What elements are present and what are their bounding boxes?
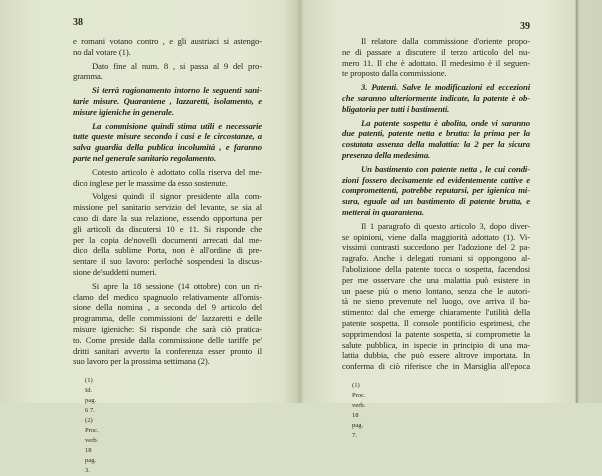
text-line: Un bastimento con patente netta , le cui condi- xyxy=(361,163,530,174)
text-line: stimento: dal che emerge chiaramente l'utilità della xyxy=(342,307,530,318)
text-line: sione della nomina , a seconda del 9 articolo del xyxy=(73,302,262,313)
text-line: tutte queste misure secondo i casi e le circostanze, a xyxy=(73,131,262,142)
footnote: (1) Proc. verb. 18 pag. 7. xyxy=(352,382,366,439)
text-line: conferma di ciò riferisce che in Marsiglia all'epoca xyxy=(342,361,530,372)
text-line: Si terrà ragionamento intorno le seguenti sani- xyxy=(92,85,262,96)
text-line: La patente sospetta è abolita, onde vi saranno xyxy=(361,117,530,128)
text-line: La commisione quindi stima utili e necessarie xyxy=(92,120,262,131)
text-line: se opinioni, viene dalla maggiorità adottato (1). Vi- xyxy=(342,231,530,242)
text-line: caso di dare la sua relazione, essendo opportuna per xyxy=(73,212,262,223)
page-body xyxy=(342,36,530,372)
page-body xyxy=(73,36,262,367)
text-line: salute pubblica, in ispecie in principio di una ma- xyxy=(342,339,530,350)
text-line: programma, delle commissioni de' lazzaretti e delle xyxy=(73,313,262,324)
text-line: e romani votano contro , e gli austriaci si astengo- xyxy=(73,36,262,46)
text-line: compromettenti, potrebbe reputarsi, per igienica mi- xyxy=(342,185,530,196)
text-line: sentare il suo lavoro: perlochè sospendesi la discus- xyxy=(73,256,262,267)
text-line: salva guardia della publica incolumità , e faranno xyxy=(73,142,262,153)
text-line: misure igieniche: Si risponde che sarà ciò pratica- xyxy=(73,323,262,334)
text-line: misure igieniche in generale. xyxy=(73,106,174,117)
text-line: che saranno ulteriormente indicate, la patente è ob- xyxy=(342,92,530,103)
text-line: gramma. xyxy=(73,71,103,82)
page-number: 39 xyxy=(520,21,530,32)
text-line: Dato fine al num. 8 , si passa al 9 del pro- xyxy=(92,60,262,71)
text-line: no dal votare (1). xyxy=(73,46,131,57)
text-line: zioni fossero decisamente ed evidentemente cattive e xyxy=(342,174,530,185)
text-line: presenza della medesima. xyxy=(342,149,431,160)
text-line: per me osservare che una malattia può esistere in xyxy=(342,274,530,285)
text-line: Volgesi quindi il signor presidente alla com- xyxy=(92,191,262,202)
text-line: dico della sublime Porta, non è all'ordine di pre- xyxy=(73,245,262,256)
text-line: per la copia de'novelli documenti arrecati dal me- xyxy=(73,234,262,245)
text-line: Il relatore dalla commissione d'oriente propo- xyxy=(361,36,530,46)
text-line: mero 11. Il che è adottato. Il medesimo è il seguen- xyxy=(342,57,530,68)
page-number: 38 xyxy=(73,17,83,28)
footnotes xyxy=(352,381,366,441)
text-line: to. Come preside dalla commissione delle tariffe pe' xyxy=(73,334,262,345)
text-line: sione de'suddetti numeri. xyxy=(73,266,157,277)
text-line: missione pel sanitario servizio del levante, se sia al xyxy=(73,202,262,213)
text-line: metterai in quarantena. xyxy=(342,206,424,217)
text-line: te proposto dalla commissione. xyxy=(342,68,447,79)
footnote: (1) Id. pag. 6 7. xyxy=(85,377,97,414)
text-line: 3. Patenti. Salve le modificazioni ed eccezioni xyxy=(361,82,530,93)
text-line: patente sospetta. Il console pontificio esprimesi, che xyxy=(342,317,530,328)
text-line: ne di passare a discutere il terzo articolo del nu- xyxy=(342,46,530,57)
text-line: dritti sanitari avverto la conferenza esser pronto il xyxy=(73,345,262,356)
text-line: due patenti, patente netta e brutta: la prima per la xyxy=(342,128,530,139)
text-line: sura, eguale ad un bastimento di patente brutta, e xyxy=(342,196,530,207)
text-line: tà ne sieno prevenute nel luogo, ove arriva il ba- xyxy=(342,296,530,307)
text-line: ragrafo. Anche i delegati romani si oppongono al- xyxy=(342,253,530,264)
text-line: Si apre la 18 sessione (14 ottobre) con un ri- xyxy=(92,280,262,291)
text-line: Cotesto articolo è adottato colla riserva del me- xyxy=(92,166,262,177)
text-line: clamo del medico spagnuolo relativamente all'omis- xyxy=(73,291,262,302)
text-line: costatata assenza della malattia: la 2 per la sicura xyxy=(342,139,530,150)
text-line: lattia dubbia, che può essere altrove importata. In xyxy=(342,350,530,361)
text-line: dico inglese per le massime da esso sostenute. xyxy=(73,177,228,188)
text-line: vissimi contrasti succedono per l'adozione del 2 pa- xyxy=(342,242,530,253)
footnote: (2) Proc. verb. 18 pag. 3. xyxy=(85,417,99,474)
text-line: sopprimendosi la patente sospetta, si compromette la xyxy=(342,328,530,339)
text-line: parte nel generale sanitario regolamento. xyxy=(73,152,217,163)
text-line: suo lavoro per la prossima settimana (2). xyxy=(73,356,210,367)
text-line: gli articoli da discutersi 10 e 11. Si risponde che xyxy=(73,223,262,234)
text-line: Il 1 paragrafo di questo articolo 3, dopo diver- xyxy=(361,220,530,231)
footnotes xyxy=(85,376,99,476)
text-line: un paese più o meno lontano, senza che le autori- xyxy=(342,285,530,296)
text-line: l'abolizione della patente tocca o sospetta, facendosi xyxy=(342,263,530,274)
text-line: tarie misure. Quarantene , lazzaretti, isolamento, e xyxy=(73,95,262,106)
text-line: bligatoria per tutti i bastimenti. xyxy=(342,103,450,114)
